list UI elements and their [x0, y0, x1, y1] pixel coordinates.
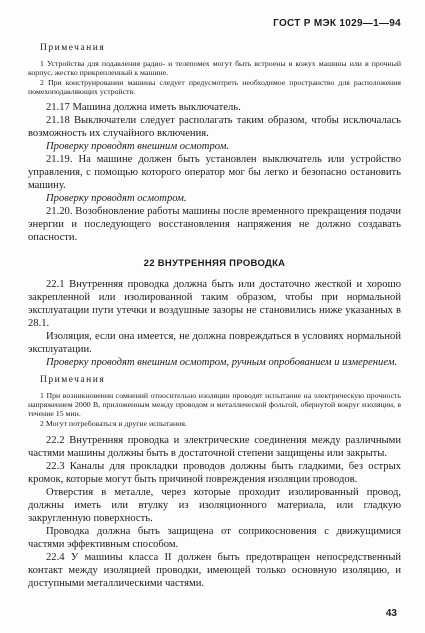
notes-block-1 [28, 43, 401, 97]
notes-block-2 [28, 375, 401, 429]
insulation-paragraph: Изоляция, если она имеется, не должна повреждаться в условиях нормальной эксплуатации. [28, 330, 401, 355]
notes-title: Примечания [40, 43, 106, 53]
clauses-21 [28, 101, 401, 244]
note-item: 2 При конструировании машины следует предусмотреть необходимое пространство для расположения помехоподавляющих устройств. [28, 77, 401, 97]
metal-openings-paragraph: Отверстия в металле, через которые проходит изолированный провод, должны иметь или втулку из изоляционного материала, или гладкую закругленную поверхность. [28, 487, 401, 525]
section-22-body [28, 278, 401, 369]
check-text: Проверку проводят внешним осмотром, ручным опробованием и измерением. [46, 356, 398, 368]
clause-22-1: 22.1 Внутренняя проводка должна быть или достаточно жесткой и хорошо закрепленной или изолированной таким образом, чтобы при нормальной эксплуатации пути утечки и воздушные зазоры не становились ниже указанных в 28.1. [28, 278, 401, 329]
note-item: 2 Могут потребоваться и другие испытания. [40, 418, 187, 428]
note-item: 1 Устройства для подавления радио- и телепомех могут быть встроены в кожух машины или в прочный корпус, жестко прикрепленный к машине. [28, 59, 401, 78]
clause-21-19: 21.19. На машине должен быть установлен выключатель или устройство управления, с помощью которого оператор мог бы легко и безопасно остановить машину. [28, 153, 401, 191]
clause-21-17: 21.17 Машина должна иметь выключатель. [46, 101, 241, 113]
section-22-continued [28, 434, 401, 590]
section-title: 22 ВНУТРЕННЯЯ ПРОВОДКА [143, 257, 286, 269]
page-number: 43 [385, 608, 397, 619]
clause-21-18: 21.18 Выключатели следует располагать таким образом, чтобы исключалась возможность их случайного включения. [28, 114, 401, 139]
note-item: 1 При возникновении сомнений относительно изоляции проводят испытание на электрическую прочность напряжением 2000 В, приложенным между проводом и металлической фольгой, обернутой вокруг изоляции, в течение 15 мин. [28, 390, 401, 419]
clause-21-20: 21.20. Возобновление работы машины после временного прекращения подачи энергии и последующего восстановления напряжения не должно создавать опасности. [28, 205, 401, 243]
check-text: Проверку проводят внешним осмотром. [46, 140, 230, 152]
standard-header: ГОСТ Р МЭК 1029—1—94 [273, 18, 401, 29]
notes-title: Примечания [40, 374, 106, 385]
clause-22-4: 22.4 У машины класса II должен быть предотвращен непосредственный контакт между изоляцией проводки, имеющей только основную изоляцию, и доступными металлическими частями. [28, 552, 401, 590]
check-text: Проверку проводят осмотром. [46, 192, 187, 204]
clause-22-2: 22.2 Внутренняя проводка и электрические соединения между различными частями машины должны быть в достаточной степени защищены или закрыты. [28, 435, 401, 460]
protection-paragraph: Проводка должна быть защищена от соприкосновения с движущимися частями эффективным способом. [28, 526, 401, 551]
clause-22-3: 22.3 Каналы для прокладки проводов должны быть гладкими, без острых кромок, которые могут быть причиной повреждения изоляции проводов. [28, 461, 401, 486]
